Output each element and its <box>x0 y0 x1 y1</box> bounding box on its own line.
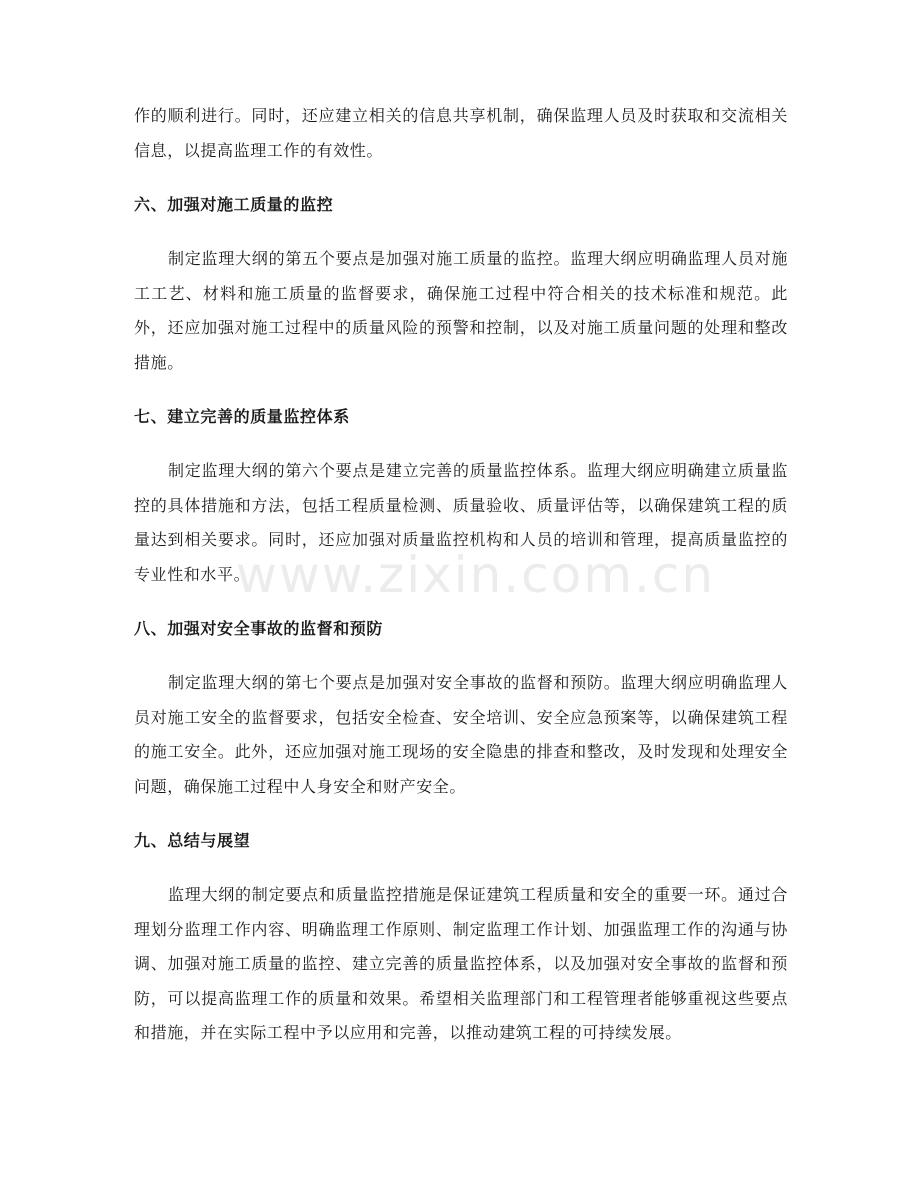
section-heading-7: 七、建立完善的质量监控体系 <box>134 407 350 426</box>
section-heading-8: 八、加强对安全事故的监督和预防 <box>134 619 384 638</box>
section-body-6: 制定监理大纲的第五个要点是加强对施工质量的监控。监理大纲应明确监理人员对施工工艺、材料和施工质量的监督要求，确保施工过程中符合相关的技术标准和规范。此外，还应加强对施工过程中的质量风险的预警和控制，以及对施工质量问题的处理和整改措施。 <box>134 249 788 372</box>
section-heading-9: 九、总结与展望 <box>134 831 251 850</box>
document-body <box>134 99 788 1051</box>
watermark: www.zixin.com.cn <box>236 546 716 604</box>
intro-paragraph: 作的顺利进行。同时，还应建立相关的信息共享机制，确保监理人员及时获取和交流相关信息，以提高监理工作的有效性。 <box>134 106 788 160</box>
section-body-9: 监理大纲的制定要点和质量监控措施是保证建筑工程质量和安全的重要一环。通过合理划分监理工作内容、明确监理工作原则、制定监理工作计划、加强监理工作的沟通与协调、加强对施工质量的监控、建立完善的质量监控体系，以及加强对安全事故的监督和预防，可以提高监理工作的质量和效果。希望相关监理部门和工程管理者能够重视这些要点和措施，并在实际工程中予以应用和完善，以推动建筑工程的可持续发展。 <box>134 885 788 1042</box>
section-heading-6: 六、加强对施工质量的监控 <box>134 195 334 214</box>
section-body-8: 制定监理大纲的第七个要点是加强对安全事故的监督和预防。监理大纲应明确监理人员对施工安全的监督要求，包括安全检查、安全培训、安全应急预案等，以确保建筑工程的施工安全。此外，还应加强对施工现场的安全隐患的排查和整改，及时发现和处理安全问题，确保施工过程中人身安全和财产安全。 <box>134 673 788 796</box>
section-body-7: 制定监理大纲的第六个要点是建立完善的质量监控体系。监理大纲应明确建立质量监控的具体措施和方法，包括工程质量检测、质量验收、质量评估等，以确保建筑工程的质量达到相关要求。同时，还应加强对质量监控机构和人员的培训和管理，提高质量监控的专业性和水平。 <box>134 461 788 584</box>
